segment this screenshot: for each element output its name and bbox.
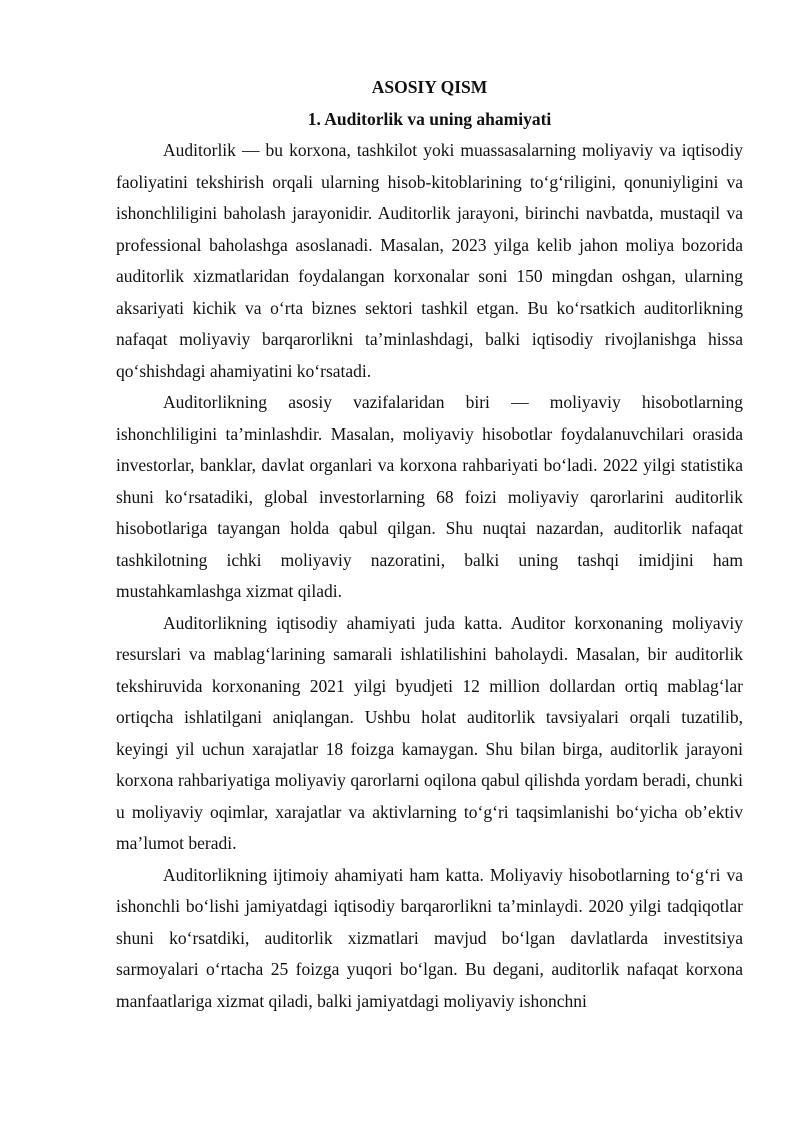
paragraph-2: Auditorlikning asosiy vazifalaridan biri — moliyaviy hisobotlarning ishonchliligini ta’minlashdir. Masalan, moliyaviy hisobotlar foydalanuvchilari orasida investorlar, banklar, davlat organlari va korxona rahbariyati bo‘ladi. 2022 yilgi statistika shuni ko‘rsatadiki, global investorlarning 68 foizi moliyaviy qarorlarini auditorlik hisobotlariga tayangan holda qabul qilgan. Shu nuqtai nazardan, auditorlik nafaqat tashkilotning ichki moliyaviy nazoratini, balki uning tashqi imidjini ham mustahkamlashga xizmat qiladi. xyxy=(116,392,743,601)
paragraph-3: Auditorlikning iqtisodiy ahamiyati juda katta. Auditor korxonaning moliyaviy resurslari va mablag‘larining samarali ishlatilishini baholaydi. Masalan, bir auditorlik tekshiruvida korxonaning 2021 yilgi byudjeti 12 million dollardan ortiq mablag‘lar ortiqcha ishlatilgani aniqlangan. Ushbu holat auditorlik tavsiyalari orqali tuzatilib, keyingi yil uchun xarajatlar 18 foizga kamaygan. Shu bilan birga, auditorlik jarayoni korxona rahbariyatiga moliyaviy qarorlarni oqilona qabul qilishda yordam beradi, chunki u moliyaviy oqimlar, xarajatlar va aktivlarning to‘g‘ri taqsimlanishi bo‘yicha ob’ektiv ma’lumot beradi. xyxy=(116,612,743,853)
section-title: ASOSIY QISM xyxy=(371,77,488,97)
paragraph-1: Auditorlik — bu korxona, tashkilot yoki muassasalarning moliyaviy va iqtisodiy faoliyatini tekshirish orqali ularning hisob-kitoblarining to‘g‘riligini, qonuniyligini va ishonchliligini baholash jarayonidir. Auditorlik jarayoni, birinchi navbatda, mustaqil va professional baholashga asoslanadi. Masalan, 2023 yilga kelib jahon moliya bozorida auditorlik xizmatlaridan foydalangan korxonalar soni 150 mingdan oshgan, ularning aksariyati kichik va o‘rta biznes sektori tashkil etgan. Bu ko‘rsatkich auditorlikning nafaqat moliyaviy barqarorlikni ta’minlashdagi, balki iqtisodiy rivojlanishga hissa qo‘shishdagi ahamiyatini ko‘rsatadi. xyxy=(116,140,743,381)
paragraph-4: Auditorlikning ijtimoiy ahamiyati ham katta. Moliyaviy hisobotlarning to‘g‘ri va ishonchli bo‘lishi jamiyatdagi iqtisodiy barqarorlikni ta’minlaydi. 2020 yilgi tadqiqotlar shuni ko‘rsatdiki, auditorlik xizmatlari mavjud bo‘lgan davlatlarda investitsiya sarmoyalari o‘rtacha 25 foizga yuqori bo‘lgan. Bu degani, auditorlik nafaqat korxona manfaatlariga xizmat qiladi, balki jamiyatdagi moliyaviy ishonchni xyxy=(116,864,743,1011)
subsection-title: 1. Auditorlik va uning ahamiyati xyxy=(307,108,552,129)
